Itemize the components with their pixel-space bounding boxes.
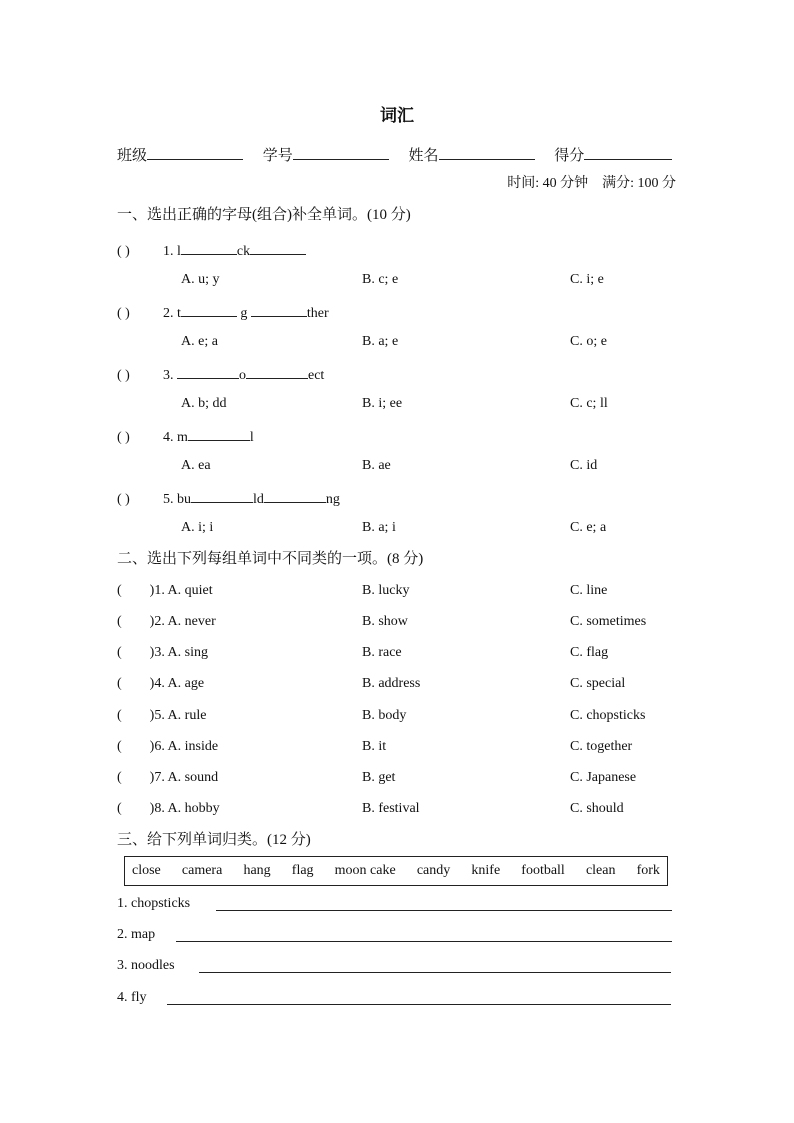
word-blank[interactable] [181,241,237,255]
word-part: g [236,306,251,321]
full-score-text: 满分: 100 分 [602,176,676,191]
number-field[interactable] [263,145,389,164]
answer-paren[interactable]: ( ) [117,492,130,507]
word-part: o [239,368,246,383]
s2-item-1-b: B. lucky [362,583,410,598]
s2-item-8-c: C. should [570,801,624,816]
s2-item-8-lead[interactable]: ( )8. A. hobby [117,801,220,816]
q-num: 2. [163,306,174,321]
s2-item-1-lead[interactable]: ( )1. A. quiet [117,583,213,598]
word-bank-item: flag [291,863,314,878]
word-bank-item: moon cake [334,863,396,878]
word-blank[interactable] [264,489,326,503]
word-bank-item: knife [471,863,501,878]
s1-q1-option-c: C. i; e [570,272,604,287]
word-bank-item: camera [181,863,223,878]
s1-question-1 [117,241,306,260]
s2-item-1-c: C. line [570,583,608,598]
name-field[interactable] [409,145,535,164]
number-blank[interactable] [293,145,389,160]
word-blank[interactable] [251,303,307,317]
s1-q1-option-a: A. u; y [181,272,220,287]
word-blank[interactable] [177,365,239,379]
class-label: 班级 [117,148,148,164]
category-1-answer-line[interactable] [216,910,672,911]
answer-paren[interactable]: ( ) [117,306,130,321]
s1-q4-option-b: B. ae [362,458,391,473]
s2-item-2-b: B. show [362,614,408,629]
word-part: ect [308,368,325,383]
s1-q2-option-c: C. o; e [570,334,607,349]
s1-q4-option-c: C. id [570,458,598,473]
word-blank[interactable] [250,241,306,255]
word-part: bu [177,492,191,507]
name-label: 姓名 [408,148,439,164]
s2-item-7-lead[interactable]: ( )7. A. sound [117,770,219,785]
word-blank[interactable] [191,489,253,503]
s1-question-3 [117,365,324,384]
s2-item-5-b: B. body [362,708,407,723]
score-label: 得分 [554,148,585,164]
score-field[interactable] [554,145,672,164]
s2-item-4-lead[interactable]: ( )4. A. age [117,676,205,691]
word-bank-item: fork [636,863,660,878]
word-part: ther [306,306,329,321]
category-2-label: 2. map [117,927,156,942]
q-num: 3. [163,368,174,383]
word-bank-item: candy [416,863,451,878]
section2-heading: 二、选出下列每组单词中不同类的一项。(8 分) [117,551,424,567]
s1-q3-option-b: B. i; ee [362,396,403,411]
word-bank-item: football [521,863,565,878]
s1-q5-option-a: A. i; i [181,520,214,535]
s2-item-6-c: C. together [570,739,633,754]
word-part: ld [253,492,264,507]
number-label: 学号 [262,148,293,164]
word-bank-item: hang [243,863,271,878]
s2-item-6-b: B. it [362,739,387,754]
word-blank[interactable] [246,365,308,379]
s2-item-7-b: B. get [362,770,396,785]
word-blank[interactable] [181,303,237,317]
s2-item-5-lead[interactable]: ( )5. A. rule [117,708,207,723]
answer-paren[interactable]: ( ) [117,368,130,383]
word-bank-item: close [132,863,161,878]
word-part: m [177,430,188,445]
s2-item-2-lead[interactable]: ( )2. A. never [117,614,216,629]
s2-item-3-c: C. flag [570,645,609,660]
student-info-row [117,145,672,164]
class-field[interactable] [117,145,243,164]
answer-paren[interactable]: ( ) [117,430,130,445]
word-bank-item: clean [585,863,616,878]
time-info [507,176,676,192]
s1-q5-option-b: B. a; i [362,520,396,535]
section3-heading: 三、给下列单词归类。(12 分) [117,832,311,848]
s1-q3-option-c: C. c; ll [570,396,608,411]
class-blank[interactable] [147,145,243,160]
s2-item-7-c: C. Japanese [570,770,637,785]
word-part: l [249,430,254,445]
s2-item-6-lead[interactable]: ( )6. A. inside [117,739,219,754]
s1-question-2 [117,303,329,322]
s2-item-5-c: C. chopsticks [570,708,646,723]
answer-paren[interactable]: ( ) [117,244,130,259]
category-2-answer-line[interactable] [176,941,672,942]
time-text: 时间: 40 分钟 [507,176,589,191]
s1-q5-option-c: C. e; a [570,520,607,535]
word-part: ng [325,492,340,507]
name-blank[interactable] [439,145,535,160]
s1-q1-option-b: B. c; e [362,272,399,287]
category-1-label: 1. chopsticks [117,896,191,911]
s2-item-8-b: B. festival [362,801,420,816]
word-blank[interactable] [188,427,250,441]
q-num: 1. [163,244,174,259]
page-title: 词汇 [380,106,414,125]
s2-item-4-b: B. address [362,676,421,691]
s2-item-3-b: B. race [362,645,402,660]
s1-question-4 [117,427,254,446]
score-blank[interactable] [584,145,672,160]
word-part: l [177,244,181,259]
s1-q2-option-b: B. a; e [362,334,399,349]
word-part: ck [236,244,251,259]
category-4-answer-line[interactable] [167,1004,671,1005]
category-4-label: 4. fly [117,990,147,1005]
s2-item-3-lead[interactable]: ( )3. A. sing [117,645,208,660]
s1-q2-option-a: A. e; a [181,334,218,349]
s1-q4-option-a: A. ea [181,458,211,473]
s1-question-5 [117,489,340,508]
q-num: 5. [163,492,174,507]
section1-heading: 一、选出正确的字母(组合)补全单词。(10 分) [117,207,411,223]
s2-item-4-c: C. special [570,676,626,691]
q-num: 4. [163,430,174,445]
category-3-answer-line[interactable] [199,972,671,973]
word-part: t [177,306,181,321]
word-bank-box [124,856,668,886]
s2-item-2-c: C. sometimes [570,614,647,629]
category-3-label: 3. noodles [117,958,175,973]
s1-q3-option-a: A. b; dd [181,396,227,411]
